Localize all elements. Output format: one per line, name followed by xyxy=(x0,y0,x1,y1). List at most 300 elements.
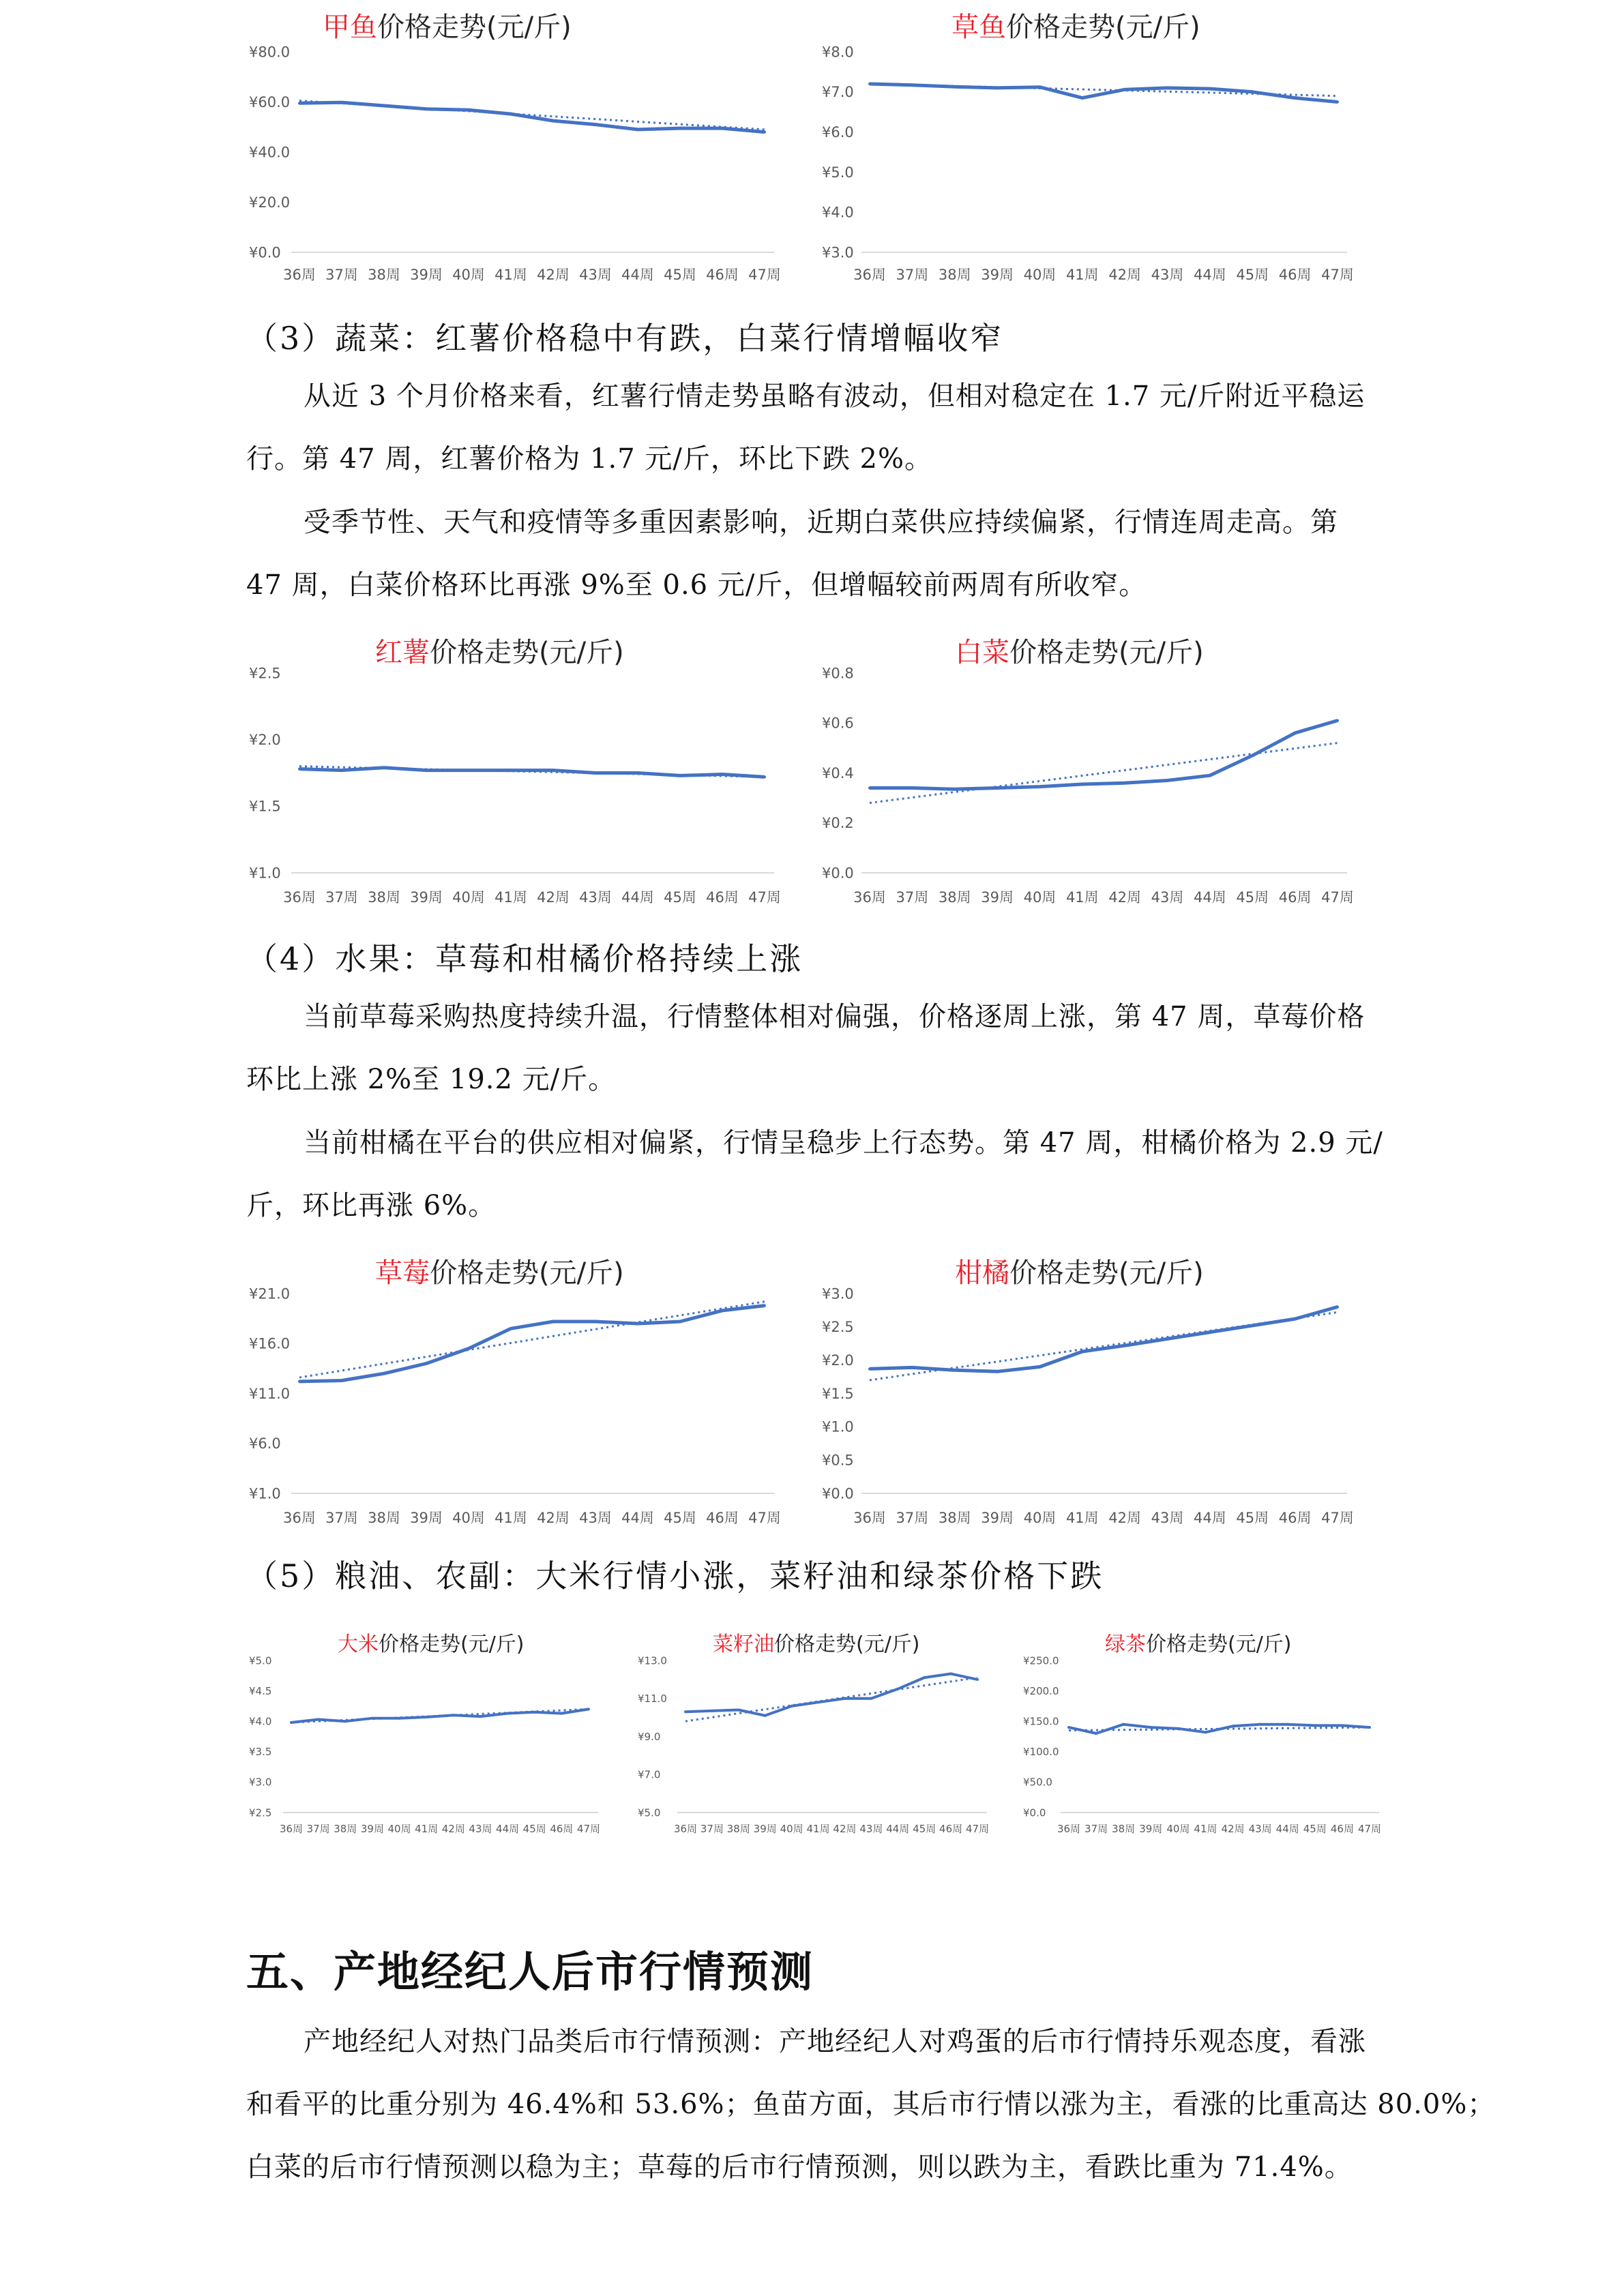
data-point xyxy=(1368,1726,1371,1729)
data-point xyxy=(1122,1723,1125,1726)
data-point xyxy=(510,113,512,115)
y-tick-label: ¥2.5 xyxy=(249,1806,272,1819)
data-point xyxy=(1286,1723,1289,1726)
x-tick-label: 42周 xyxy=(833,1823,857,1835)
chart-lvcha xyxy=(1023,1633,1385,1838)
data-point xyxy=(298,768,301,771)
x-tick-label: 42周 xyxy=(537,1510,570,1526)
y-tick-label: ¥50.0 xyxy=(1023,1776,1052,1789)
x-tick-label: 44周 xyxy=(1194,1510,1226,1526)
x-tick-label: 40周 xyxy=(1166,1823,1190,1835)
chart-svg xyxy=(249,638,781,910)
data-point xyxy=(1166,87,1169,89)
x-tick-label: 42周 xyxy=(441,1823,465,1835)
chart-title-suffix: 价格走势(元/斤) xyxy=(1009,637,1204,668)
heading-vegetables: （3）蔬菜：红薯价格稳中有跌，白菜行情增幅收窄 xyxy=(246,320,1004,357)
x-tick-label: 40周 xyxy=(452,267,485,283)
y-tick-label: ¥9.0 xyxy=(638,1730,661,1743)
section-five-title: 五、产地经纪人后市行情预测 xyxy=(246,1947,814,1997)
series-line xyxy=(870,84,1338,102)
x-tick-label: 39周 xyxy=(981,267,1014,283)
x-tick-label: 39周 xyxy=(410,889,443,906)
chart-dami xyxy=(249,1633,604,1838)
chart-svg xyxy=(249,1633,604,1838)
data-point xyxy=(1038,1365,1041,1368)
data-point xyxy=(1081,97,1084,100)
trend-line xyxy=(870,743,1338,803)
x-tick-label: 40周 xyxy=(387,1823,411,1835)
x-tick-label: 38周 xyxy=(938,267,971,283)
data-point xyxy=(560,1712,563,1715)
chart-title xyxy=(955,637,1204,668)
data-point xyxy=(1081,783,1084,786)
chart-title-suffix: 价格走势(元/斤) xyxy=(1006,12,1200,43)
x-tick-label: 38周 xyxy=(726,1823,750,1835)
data-point xyxy=(340,1379,343,1382)
x-tick-label: 42周 xyxy=(1108,889,1142,906)
chart-title-item: 柑橘 xyxy=(955,1257,1009,1289)
heading-grain-oil: （5）粮油、农副：大米行情小涨，菜籽油和绿茶价格下跌 xyxy=(246,1557,1104,1594)
data-point xyxy=(763,131,766,134)
data-point xyxy=(923,1676,926,1679)
x-tick-label: 36周 xyxy=(1057,1823,1081,1835)
x-tick-label: 42周 xyxy=(1108,1510,1142,1526)
data-point xyxy=(911,84,913,87)
paragraph-line: 当前柑橘在平台的供应相对偏紧，行情呈稳步上行态势。第 47 周，柑橘价格为 2.9 元/ xyxy=(304,1127,1383,1159)
x-tick-label: 41周 xyxy=(494,1510,527,1526)
paragraph-line: 白菜的后市行情预测以稳为主；草莓的后市行情预测，则以跌为主，看跌比重为 71.4%。 xyxy=(246,2151,1353,2183)
data-point xyxy=(383,104,385,107)
y-tick-label: ¥4.5 xyxy=(249,1684,272,1697)
data-point xyxy=(425,1362,428,1365)
data-point xyxy=(479,1715,482,1718)
chart-title-suffix: 价格走势(元/斤) xyxy=(430,1257,624,1289)
x-tick-label: 45周 xyxy=(1303,1823,1327,1835)
x-tick-label: 40周 xyxy=(1023,267,1057,283)
x-tick-label: 43周 xyxy=(1248,1823,1272,1835)
x-tick-label: 45周 xyxy=(1236,1510,1269,1526)
chart-title-suffix: 价格走势(元/斤) xyxy=(379,1632,525,1656)
data-point xyxy=(711,1710,713,1712)
data-point xyxy=(1294,97,1297,100)
y-tick-label: ¥2.0 xyxy=(249,732,281,749)
y-tick-label: ¥2.5 xyxy=(822,1319,854,1336)
paragraph-line: 47 周，白菜价格环比再涨 9%至 0.6 元/斤，但增幅较前两周有所收窄。 xyxy=(246,569,1147,601)
data-point xyxy=(1294,732,1297,734)
x-tick-label: 36周 xyxy=(853,889,886,906)
x-tick-label: 44周 xyxy=(621,889,654,906)
x-tick-label: 46周 xyxy=(1330,1823,1354,1835)
data-point xyxy=(996,786,999,789)
chart-title xyxy=(713,1632,920,1656)
x-tick-label: 39周 xyxy=(1139,1823,1163,1835)
data-point xyxy=(552,769,555,772)
paragraph-caomei xyxy=(246,985,1392,1111)
y-tick-label: ¥1.0 xyxy=(822,1418,854,1435)
x-tick-label: 46周 xyxy=(706,889,739,906)
y-tick-label: ¥2.5 xyxy=(249,665,281,682)
y-tick-label: ¥3.5 xyxy=(249,1746,272,1759)
y-tick-label: ¥150.0 xyxy=(1023,1715,1059,1728)
x-tick-label: 37周 xyxy=(325,889,358,906)
x-tick-label: 37周 xyxy=(896,889,929,906)
x-tick-label: 37周 xyxy=(700,1823,724,1835)
x-tick-label: 44周 xyxy=(1275,1823,1299,1835)
data-point xyxy=(1251,1324,1254,1327)
data-point xyxy=(636,1322,639,1325)
x-tick-label: 43周 xyxy=(1151,889,1184,906)
x-tick-label: 37周 xyxy=(896,267,929,283)
y-tick-label: ¥5.0 xyxy=(822,164,854,181)
y-tick-label: ¥6.0 xyxy=(249,1435,281,1452)
data-point xyxy=(737,1708,740,1711)
chart-title xyxy=(1105,1632,1292,1656)
x-tick-label: 43周 xyxy=(469,1823,492,1835)
x-tick-label: 46周 xyxy=(1278,1510,1312,1526)
data-point xyxy=(1336,719,1339,722)
data-point xyxy=(996,87,999,89)
data-point xyxy=(1259,1723,1262,1726)
chart-title-item: 甲鱼 xyxy=(323,12,377,43)
chart-title-item: 白菜 xyxy=(955,637,1009,668)
x-tick-label: 45周 xyxy=(522,1823,546,1835)
y-tick-label: ¥0.0 xyxy=(822,865,854,882)
chart-title-item: 红薯 xyxy=(375,637,430,668)
chart-caomei xyxy=(249,1258,781,1531)
data-point xyxy=(949,1673,952,1675)
x-tick-label: 44周 xyxy=(621,267,654,283)
data-point xyxy=(1081,1350,1084,1353)
x-tick-label: 45周 xyxy=(913,1823,936,1835)
data-point xyxy=(817,1701,820,1703)
data-point xyxy=(1341,1724,1344,1727)
paragraph-ganju xyxy=(246,1112,1392,1237)
y-tick-label: ¥6.0 xyxy=(822,123,854,140)
data-point xyxy=(843,1697,846,1700)
x-tick-label: 42周 xyxy=(537,889,570,906)
data-point xyxy=(467,769,470,772)
y-tick-label: ¥1.0 xyxy=(249,1485,281,1502)
x-tick-label: 39周 xyxy=(981,1510,1014,1526)
data-point xyxy=(1209,774,1211,777)
chart-title-item: 菜籽油 xyxy=(713,1632,774,1656)
data-point xyxy=(870,1697,872,1700)
data-point xyxy=(763,1304,766,1307)
data-point xyxy=(340,769,343,772)
y-tick-label: ¥250.0 xyxy=(1023,1654,1059,1667)
chart-jiayu xyxy=(249,12,781,292)
x-tick-label: 42周 xyxy=(1108,267,1142,283)
data-point xyxy=(1177,1727,1179,1730)
chart-title-suffix: 价格走势(元/斤) xyxy=(377,12,572,43)
x-tick-label: 41周 xyxy=(1065,267,1099,283)
data-point xyxy=(1294,1317,1297,1320)
paragraph-line: 环比上涨 2%至 19.2 元/斤。 xyxy=(246,1064,617,1095)
x-tick-label: 41周 xyxy=(1065,889,1099,906)
paragraph-baicai xyxy=(246,491,1392,616)
x-tick-label: 42周 xyxy=(537,267,570,283)
x-tick-label: 40周 xyxy=(1023,1510,1057,1526)
chart-hongshu xyxy=(249,638,781,910)
x-tick-label: 41周 xyxy=(1065,1510,1099,1526)
chart-title-suffix: 价格走势(元/斤) xyxy=(1009,1257,1204,1289)
x-tick-label: 47周 xyxy=(1321,889,1354,906)
chart-svg xyxy=(822,12,1354,292)
x-tick-label: 38周 xyxy=(368,889,400,906)
x-tick-label: 36周 xyxy=(853,267,886,283)
x-tick-label: 47周 xyxy=(965,1823,990,1835)
data-point xyxy=(791,1705,793,1708)
y-tick-label: ¥0.8 xyxy=(822,665,854,682)
x-tick-label: 46周 xyxy=(550,1823,574,1835)
x-tick-label: 41周 xyxy=(494,267,527,283)
chart-svg xyxy=(822,1258,1354,1531)
paragraph-line: 从近 3 个月价格来看，红薯行情走势虽略有波动，但相对稳定在 1.7 元/斤附近平稳运 xyxy=(304,381,1365,412)
y-tick-label: ¥20.0 xyxy=(249,194,291,211)
paragraph-line: 产地经纪人对热门品类后市行情预测：产地经纪人对鸡蛋的后市行情持乐观态度，看涨 xyxy=(304,2026,1366,2057)
data-point xyxy=(996,1370,999,1373)
x-tick-label: 45周 xyxy=(664,267,696,283)
paragraph-hongshu xyxy=(246,365,1392,490)
x-tick-label: 36周 xyxy=(279,1823,304,1835)
chart-ganju xyxy=(822,1258,1354,1531)
x-tick-label: 36周 xyxy=(283,1510,316,1526)
x-tick-label: 36周 xyxy=(853,1510,886,1526)
x-tick-label: 43周 xyxy=(859,1823,883,1835)
y-tick-label: ¥0.0 xyxy=(822,1485,854,1502)
data-point xyxy=(721,127,724,130)
chart-caoyu xyxy=(822,12,1354,292)
x-tick-label: 46周 xyxy=(1278,267,1312,283)
x-tick-label: 37周 xyxy=(896,1510,929,1526)
chart-title-item: 绿茶 xyxy=(1105,1632,1146,1656)
y-tick-label: ¥0.2 xyxy=(822,815,854,832)
data-point xyxy=(383,766,385,769)
data-point xyxy=(868,786,871,789)
x-tick-label: 47周 xyxy=(1357,1823,1382,1835)
x-tick-label: 42周 xyxy=(1221,1823,1245,1835)
x-tick-label: 37周 xyxy=(306,1823,330,1835)
chart-title-suffix: 价格走势(元/斤) xyxy=(774,1632,920,1656)
x-tick-label: 39周 xyxy=(360,1823,384,1835)
data-point xyxy=(1336,1306,1339,1309)
x-tick-label: 38周 xyxy=(938,1510,971,1526)
data-point xyxy=(684,1710,687,1713)
y-tick-label: ¥1.5 xyxy=(822,1385,854,1402)
x-tick-label: 44周 xyxy=(886,1823,910,1835)
x-tick-label: 39周 xyxy=(753,1823,777,1835)
x-tick-label: 46周 xyxy=(939,1823,963,1835)
chart-title-suffix: 价格走势(元/斤) xyxy=(1146,1632,1292,1656)
y-tick-label: ¥4.0 xyxy=(249,1715,272,1728)
x-tick-label: 38周 xyxy=(368,1510,400,1526)
data-point xyxy=(1204,1731,1207,1733)
series-line xyxy=(870,1307,1338,1372)
data-point xyxy=(1123,781,1126,784)
trend-line xyxy=(299,1302,765,1377)
x-tick-label: 39周 xyxy=(981,889,1014,906)
x-tick-label: 41周 xyxy=(415,1823,439,1835)
x-tick-label: 40周 xyxy=(452,889,485,906)
data-point xyxy=(398,1717,401,1720)
y-tick-label: ¥21.0 xyxy=(249,1285,291,1302)
x-tick-label: 39周 xyxy=(410,267,443,283)
x-tick-label: 44周 xyxy=(621,1510,654,1526)
chart-svg xyxy=(249,1258,781,1531)
data-point xyxy=(506,1712,509,1715)
chart-title xyxy=(951,12,1200,43)
y-tick-label: ¥11.0 xyxy=(638,1693,667,1705)
chart-title-item: 草鱼 xyxy=(951,12,1006,43)
data-point xyxy=(1166,779,1169,781)
x-tick-label: 44周 xyxy=(496,1823,520,1835)
data-point xyxy=(1166,1337,1169,1340)
x-tick-label: 47周 xyxy=(1321,267,1354,283)
x-tick-label: 41周 xyxy=(806,1823,830,1835)
y-tick-label: ¥60.0 xyxy=(249,93,291,110)
x-tick-label: 43周 xyxy=(1151,267,1184,283)
x-tick-label: 47周 xyxy=(748,267,781,283)
x-tick-label: 37周 xyxy=(325,267,358,283)
data-point xyxy=(1336,101,1339,104)
data-point xyxy=(954,85,956,88)
data-point xyxy=(911,786,913,789)
y-tick-label: ¥4.0 xyxy=(822,204,854,221)
data-point xyxy=(679,774,681,777)
y-tick-label: ¥7.0 xyxy=(638,1768,661,1781)
data-point xyxy=(636,772,639,775)
data-point xyxy=(1209,1331,1211,1334)
x-tick-label: 38周 xyxy=(334,1823,357,1835)
data-point xyxy=(371,1717,374,1720)
data-point xyxy=(954,1369,956,1371)
x-tick-label: 40周 xyxy=(1023,889,1057,906)
data-point xyxy=(425,769,428,772)
y-tick-label: ¥3.0 xyxy=(822,1285,854,1302)
y-tick-label: ¥3.0 xyxy=(822,244,854,261)
x-tick-label: 43周 xyxy=(1151,1510,1184,1526)
data-point xyxy=(467,108,470,111)
paragraph-line: 和看平的比重分别为 46.4%和 53.6%；鱼苗方面，其后市行情以涨为主，看涨的比重高达 80.0%； xyxy=(246,2089,1496,2120)
data-point xyxy=(344,1720,346,1723)
x-tick-label: 37周 xyxy=(1084,1823,1108,1835)
y-tick-label: ¥40.0 xyxy=(249,144,291,161)
chart-title-suffix: 价格走势(元/斤) xyxy=(430,637,624,668)
data-point xyxy=(594,123,597,126)
data-point xyxy=(764,1714,767,1717)
chart-caiziyou xyxy=(638,1633,992,1838)
data-point xyxy=(1232,1725,1235,1727)
data-point xyxy=(1123,1344,1126,1347)
data-point xyxy=(896,1688,899,1690)
x-tick-label: 47周 xyxy=(576,1823,601,1835)
paragraph-line: 行。第 47 周，红薯价格为 1.7 元/斤，环比下跌 2%。 xyxy=(246,443,933,475)
x-tick-label: 40周 xyxy=(452,1510,485,1526)
paragraph-line: 受季节性、天气和疫情等多重因素影响，近期白菜供应持续偏紧，行情连周走高。第 xyxy=(304,507,1338,538)
y-tick-label: ¥8.0 xyxy=(822,44,854,61)
data-point xyxy=(1251,754,1254,757)
data-point xyxy=(340,101,343,104)
paragraph-line: 斤，环比再涨 6%。 xyxy=(246,1190,497,1221)
x-tick-label: 36周 xyxy=(283,267,316,283)
data-point xyxy=(1067,1726,1070,1729)
data-point xyxy=(1038,786,1041,788)
data-point xyxy=(452,1714,455,1716)
data-point xyxy=(721,773,724,775)
data-point xyxy=(1123,88,1126,91)
data-point xyxy=(763,775,766,778)
chart-title-item: 大米 xyxy=(338,1632,379,1656)
data-point xyxy=(298,1380,301,1383)
data-point xyxy=(425,108,428,110)
y-tick-label: ¥3.0 xyxy=(249,1776,272,1789)
y-tick-label: ¥100.0 xyxy=(1023,1746,1059,1759)
data-point xyxy=(510,769,512,772)
x-tick-label: 38周 xyxy=(938,889,971,906)
x-tick-label: 45周 xyxy=(664,889,696,906)
y-tick-label: ¥0.4 xyxy=(822,764,854,781)
series-line xyxy=(685,1674,977,1716)
data-point xyxy=(1095,1732,1097,1735)
y-tick-label: ¥0.6 xyxy=(822,715,854,732)
x-tick-label: 45周 xyxy=(1236,267,1269,283)
x-tick-label: 46周 xyxy=(1278,889,1312,906)
chart-svg xyxy=(1023,1633,1385,1838)
data-point xyxy=(510,1327,512,1330)
data-point xyxy=(1149,1726,1152,1729)
y-tick-label: ¥1.5 xyxy=(249,798,281,815)
chart-baicai xyxy=(822,638,1354,910)
y-tick-label: ¥0.0 xyxy=(249,244,281,261)
data-point xyxy=(467,1347,470,1350)
x-tick-label: 41周 xyxy=(1194,1823,1217,1835)
x-tick-label: 45周 xyxy=(1236,889,1269,906)
data-point xyxy=(552,119,555,122)
chart-title xyxy=(375,637,624,668)
data-point xyxy=(594,772,597,775)
data-point xyxy=(976,1678,979,1681)
chart-svg xyxy=(822,638,1354,910)
heading-fruit: （4）水果：草莓和柑橘价格持续上涨 xyxy=(246,940,803,977)
x-tick-label: 38周 xyxy=(1112,1823,1136,1835)
x-tick-label: 47周 xyxy=(748,1510,781,1526)
x-tick-label: 44周 xyxy=(1194,267,1226,283)
data-point xyxy=(636,128,639,131)
y-tick-label: ¥200.0 xyxy=(1023,1684,1059,1697)
series-line xyxy=(299,768,765,777)
chart-svg xyxy=(638,1633,992,1838)
data-point xyxy=(1314,1724,1316,1727)
data-point xyxy=(594,1320,597,1323)
x-tick-label: 47周 xyxy=(748,889,781,906)
x-tick-label: 43周 xyxy=(579,267,612,283)
data-point xyxy=(425,1716,428,1718)
y-tick-label: ¥1.0 xyxy=(249,865,281,882)
chart-title xyxy=(338,1632,525,1656)
x-tick-label: 39周 xyxy=(410,1510,443,1526)
x-tick-label: 46周 xyxy=(706,267,739,283)
data-point xyxy=(954,788,956,790)
data-point xyxy=(298,102,301,104)
x-tick-label: 44周 xyxy=(1194,889,1226,906)
x-tick-label: 38周 xyxy=(368,267,400,283)
paragraph-forecast xyxy=(246,2010,1496,2198)
y-tick-label: ¥80.0 xyxy=(249,44,291,61)
y-tick-label: ¥16.0 xyxy=(249,1335,291,1352)
data-point xyxy=(552,1320,555,1323)
data-point xyxy=(679,127,681,130)
y-tick-label: ¥0.5 xyxy=(822,1452,854,1469)
